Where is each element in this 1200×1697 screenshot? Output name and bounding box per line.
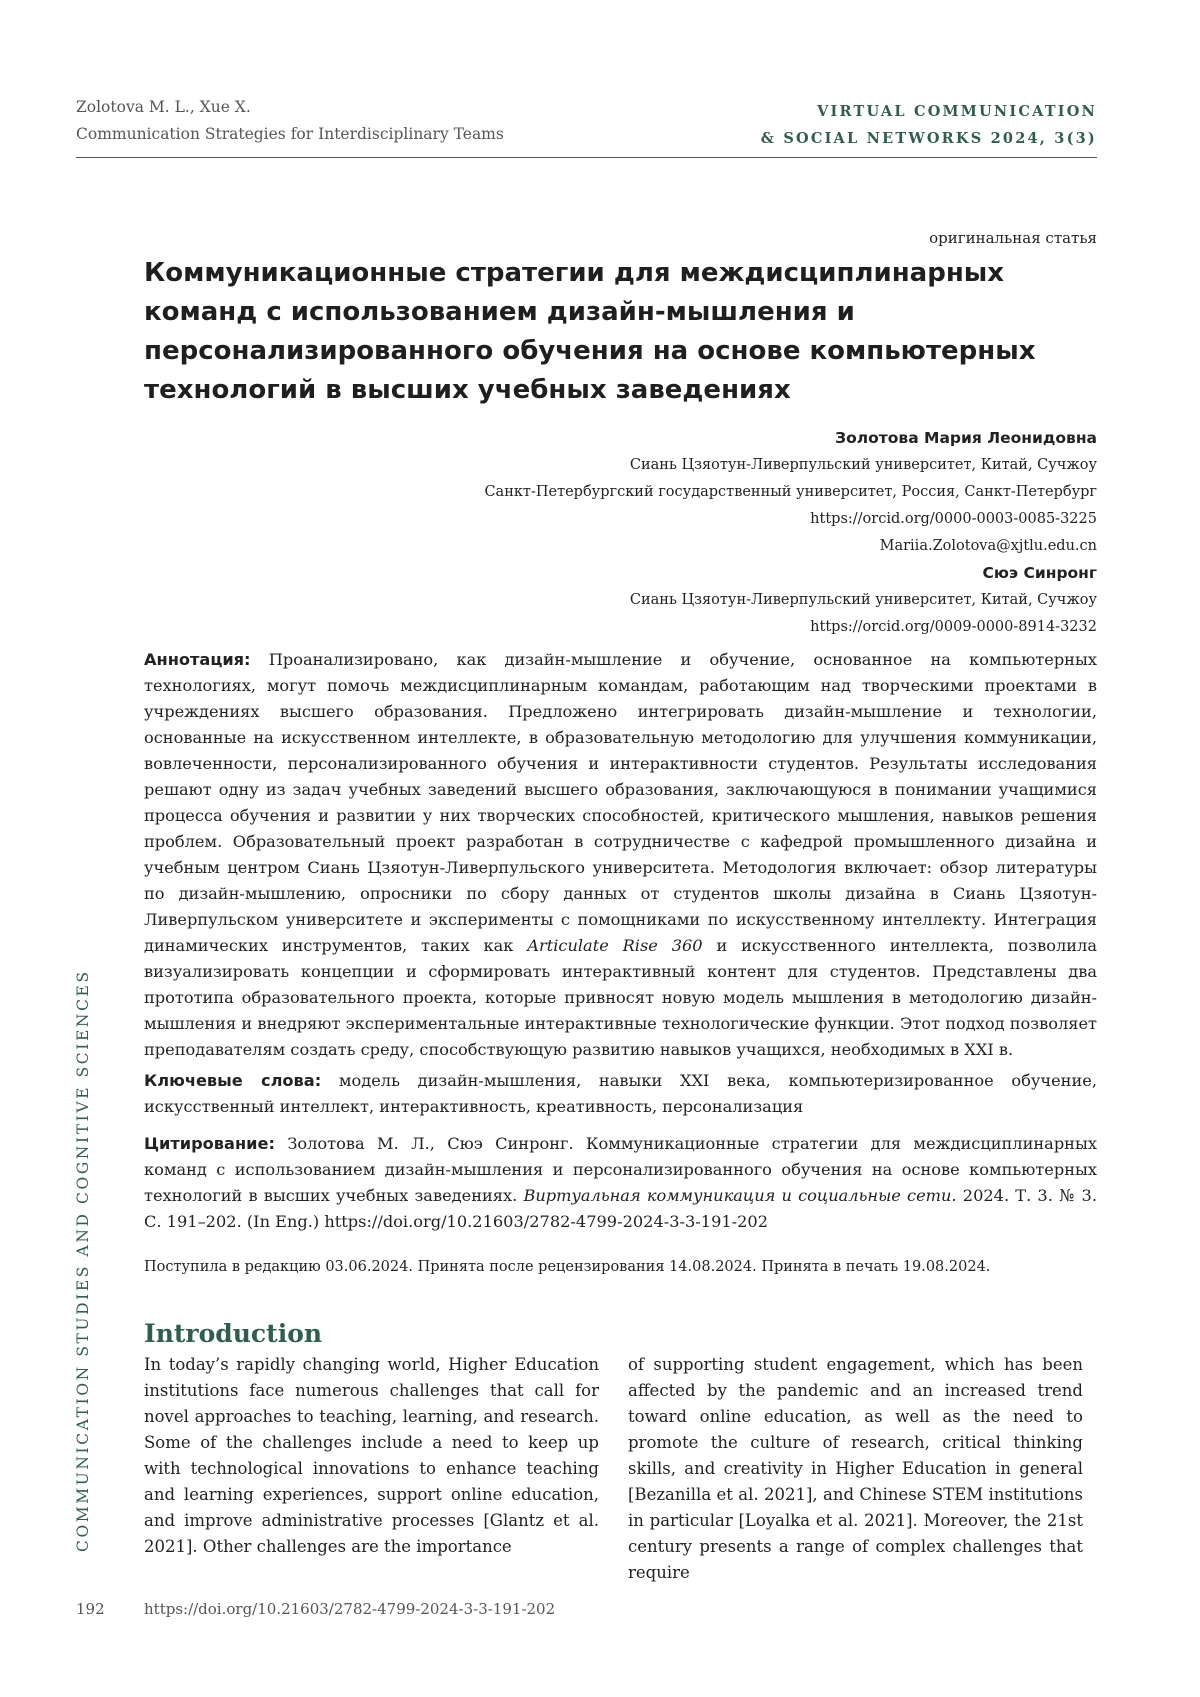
citation-journal: Виртуальная коммуникация и социальные сети. xyxy=(523,1186,957,1205)
keywords-text: модель дизайн-мышления, навыки XXI века, компьютеризированное обучение, искусственный интеллект, интерактивность, креативность, персонализация xyxy=(144,1071,1097,1116)
author-affiliation: Сиань Цзяотун-Ливерпульский университет, Китай, Сучжоу xyxy=(629,592,1097,608)
introduction-column-left: In today’s rapidly changing world, Higher Education institutions face numerous challenges that call for novel approaches to teaching, learning, and research. Some of the challenges include a need to keep up with technological innovations to enhance teaching and learning experiences, support online education, and improve administrative processes [Glantz et al. 2021]. Other challenges are the importance xyxy=(144,1355,599,1556)
journal-name-line2: & SOCIAL NETWORKS 2024, 3(3) xyxy=(760,130,1097,147)
abstract-text-continued: и искусственного интеллекта, позволила визуализировать концепции и сформировать интерактивный контент для студентов. Представлены два прототипа образовательного проекта, которые привносят новую модель мышления в методологию дизайн-мышления и внедряют экспериментальные интерактивные технологические функции. Этот подход позволяет преподавателям создать среду, способствующую развитию навыков учащихся, необходимых в XXI в. xyxy=(144,936,1097,1059)
author-orcid-link[interactable]: https://orcid.org/0000-0003-0085-3225 xyxy=(810,511,1097,527)
author-email-link[interactable]: Mariia.Zolotova@xjtlu.edu.cn xyxy=(879,538,1097,554)
authors-block xyxy=(484,425,1097,641)
citation-details[interactable]: 2024. Т. 3. № 3. С. 191–202. (In Eng.) https://doi.org/10.21603/2782-4799-2024-3-3-191-202 xyxy=(144,1186,1097,1231)
introduction-column-right: of supporting student engagement, which has been affected by the pandemic and an increased trend toward online education, as well as the need to promote the culture of research, critical thinking skills, and creativity in Higher Education in general [Bezanilla et al. 2021], and Chinese STEM institutions in particular [Loyalka et al. 2021]. Moreover, the 21st century presents a range of complex challenges that require xyxy=(628,1355,1083,1582)
running-header-journal xyxy=(761,98,1097,152)
abstract xyxy=(144,647,1097,1063)
running-header-left xyxy=(76,94,504,148)
author-affiliation: Санкт-Петербургский государственный университет, Россия, Санкт-Петербург xyxy=(484,484,1097,500)
introduction-heading: Introduction xyxy=(144,1319,323,1348)
abstract-tool-name: Articulate Rise 360 xyxy=(527,936,703,955)
author-affiliation: Сиань Цзяотун-Ливерпульский университет, Китай, Сучжоу xyxy=(629,457,1097,473)
article-type: оригинальная статья xyxy=(929,229,1097,247)
citation-text: Золотова М. Л., Сюэ Синронг. Коммуникационные стратегии для междисциплинарных команд с использованием дизайн-мышления и персонализированного обучения на основе компьютерных технологий в высших учебных заведениях. xyxy=(144,1134,1097,1205)
page-number: 192 xyxy=(76,1600,105,1618)
journal-name-line1: VIRTUAL COMMUNICATION xyxy=(817,103,1097,120)
author-name: Сюэ Синронг xyxy=(982,564,1097,582)
header-divider xyxy=(76,157,1097,158)
footer-doi-link[interactable]: https://doi.org/10.21603/2782-4799-2024-3-3-191-202 xyxy=(144,1600,556,1618)
abstract-label: Аннотация: xyxy=(144,650,251,669)
submission-dates: Поступила в редакцию 03.06.2024. Принята после рецензирования 14.08.2024. Принята в печать 19.08.2024. xyxy=(144,1259,991,1275)
author-orcid-link[interactable]: https://orcid.org/0009-0000-8914-3232 xyxy=(810,619,1097,635)
citation-label: Цитирование: xyxy=(144,1134,275,1153)
abstract-text: Проанализировано, как дизайн-мышление и обучение, основанное на компьютерных технологиях, могут помочь междисциплинарным командам, работающим над творческими проектами в учреждениях высшего образования. Предложено интегрировать дизайн-мышление и технологии, основанные на искусственном интеллекте, в образовательную методологию для улучшения коммуникации, вовлеченности, персонализированного обучения и интерактивности студентов. Результаты исследования решают одну из задач учебных заведений высшего образования, заключающуюся в понимании учащимися процесса обучения и развитии у них творческих способностей, критического мышления, навыков решения проблем. Образовательный проект разработан в сотрудничестве с кафедрой промышленного дизайна и учебным центром Сиань Цзяотун-Ливерпульского университета. Методология включает: обзор литературы по дизайн-мышлению, опросники по сбору данных от студентов школы дизайна в Сиань Цзяотун-Ливерпульском университете и эксперименты с помощниками по искусственному интеллекту. Интеграция динамических инструментов, таких как xyxy=(144,650,1097,955)
author-2 xyxy=(484,560,1097,641)
header-running-title: Communication Strategies for Interdisciplinary Teams xyxy=(76,125,504,143)
article-title: Коммуникационные стратегии для междисциплинарных команд с использованием дизайн-мышления и персонализированного обучения на основе компьютерных технологий в высших учебных заведениях xyxy=(144,258,1036,405)
side-section-label: COMMUNICATION STUDIES AND COGNITIVE SCIENCES xyxy=(74,969,92,1552)
author-name: Золотова Мария Леонидовна xyxy=(835,429,1097,447)
citation xyxy=(144,1131,1097,1235)
author-1 xyxy=(484,425,1097,560)
keywords xyxy=(144,1068,1097,1120)
keywords-label: Ключевые слова: xyxy=(144,1071,322,1090)
header-authors: Zolotova M. L., Xue X. xyxy=(76,98,251,116)
